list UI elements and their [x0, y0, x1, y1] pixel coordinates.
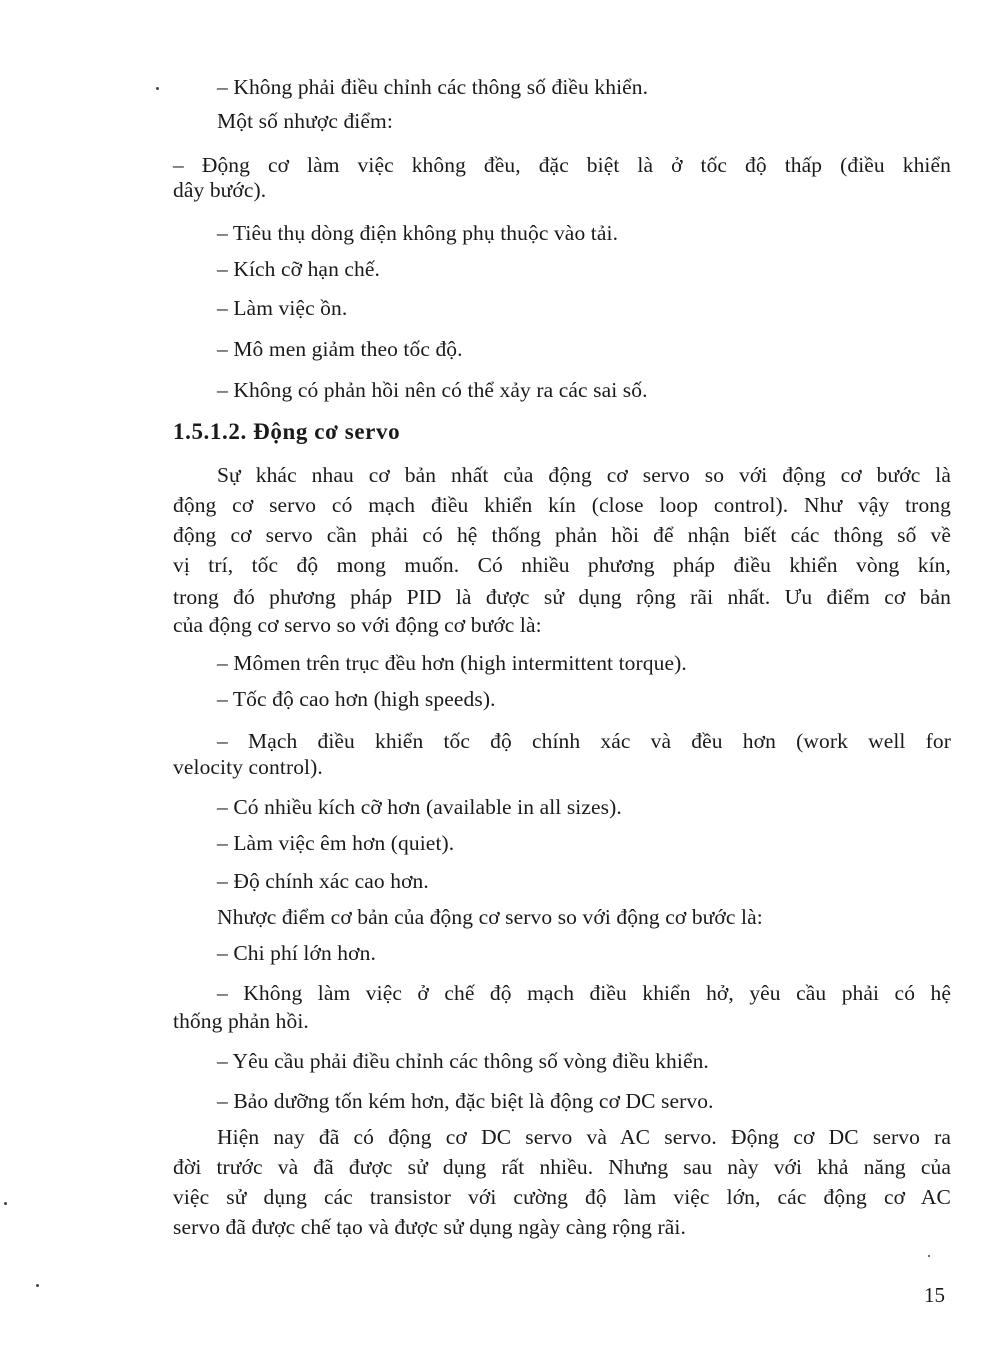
text-line: – Mô men giảm theo tốc độ. [217, 337, 463, 361]
text-line: – Độ chính xác cao hơn. [217, 869, 429, 893]
text-line: – Chi phí lớn hơn. [217, 941, 376, 965]
text-line: – Tốc độ cao hơn (high speeds). [217, 687, 496, 711]
text-line: Nhược điểm cơ bản của động cơ servo so với động cơ bước là: [217, 905, 763, 929]
text-line: – Mạch điều khiển tốc độ chính xác và đều hơn (work well for [217, 729, 951, 753]
text-line: động cơ servo có mạch điều khiển kín (close loop control). Như vậy trong [173, 493, 951, 517]
scan-speck [928, 1255, 930, 1257]
text-line: servo đã được chế tạo và được sử dụng ngày càng rộng rãi. [173, 1215, 686, 1239]
text-line: việc sử dụng các transistor với cường độ làm việc lớn, các động cơ AC [173, 1185, 951, 1209]
text-line: – Không có phản hồi nên có thể xảy ra các sai số. [217, 378, 648, 402]
text-line: đời trước và đã được sử dụng rất nhiều. Nhưng sau này với khả năng của [173, 1155, 951, 1179]
text-line: Hiện nay đã có động cơ DC servo và AC servo. Động cơ DC servo ra [217, 1125, 951, 1149]
text-line: Sự khác nhau cơ bản nhất của động cơ servo so với động cơ bước là [217, 463, 951, 487]
text-line: – Bảo dưỡng tốn kém hơn, đặc biệt là động cơ DC servo. [217, 1089, 714, 1113]
section-heading: 1.5.1.2. Động cơ servo [173, 419, 401, 444]
text-line: – Không làm việc ở chế độ mạch điều khiển hở, yêu cầu phải có hệ [217, 981, 951, 1005]
text-line: trong đó phương pháp PID là được sử dụng rộng rãi nhất. Ưu điểm cơ bản [173, 585, 951, 609]
text-line: – Làm việc ồn. [217, 296, 348, 320]
text-line: thống phản hồi. [173, 1009, 309, 1033]
text-line: – Mômen trên trục đều hơn (high intermittent torque). [217, 651, 687, 675]
text-line: – Tiêu thụ dòng điện không phụ thuộc vào tải. [217, 221, 619, 245]
scan-speck [36, 1284, 39, 1287]
text-line: – Có nhiều kích cỡ hơn (available in all sizes). [217, 795, 622, 819]
text-line: – Không phải điều chỉnh các thông số điều khiển. [217, 75, 649, 99]
text-line: – Yêu cầu phải điều chỉnh các thông số vòng điều khiển. [217, 1049, 709, 1073]
text-line: Một số nhược điểm: [217, 109, 393, 133]
text-line: của động cơ servo so với động cơ bước là: [173, 613, 542, 637]
scan-speck [156, 87, 159, 90]
page-number: 15 [924, 1283, 945, 1307]
text-line: – Kích cỡ hạn chế. [217, 257, 381, 281]
text-line: – Động cơ làm việc không đều, đặc biệt là ở tốc độ thấp (điều khiển [173, 153, 951, 177]
text-line: velocity control). [173, 755, 323, 779]
text-line: động cơ servo cần phải có hệ thống phản hồi để nhận biết các thông số về [173, 523, 951, 547]
text-line: vị trí, tốc độ mong muốn. Có nhiều phương pháp điều khiển vòng kín, [173, 553, 951, 577]
text-line: – Làm việc êm hơn (quiet). [217, 831, 455, 855]
scan-speck [4, 1202, 7, 1205]
text-line: dây bước). [173, 178, 267, 202]
